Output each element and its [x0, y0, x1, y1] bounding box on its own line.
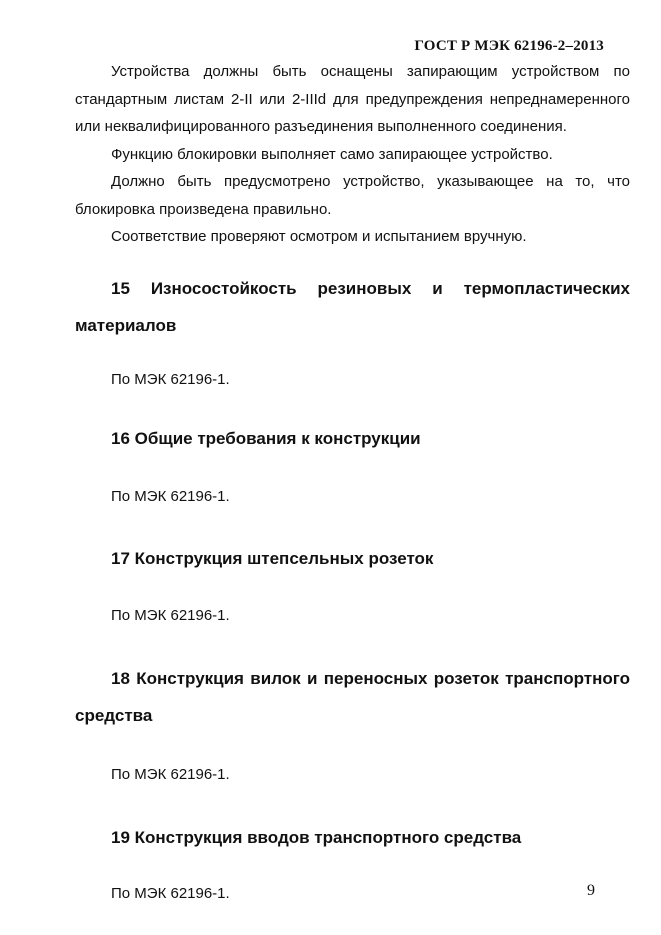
section-16-reference: По МЭК 62196-1. — [111, 487, 230, 505]
section-19-reference: По МЭК 62196-1. — [111, 884, 230, 902]
paragraph-indicator-device: Должно быть предусмотрено устройство, указывающее на то, что блокировка произведена правильно. — [75, 173, 630, 218]
section-17-title: 17 Конструкция штепсельных розеток — [111, 548, 434, 568]
section-17-reference: По МЭК 62196-1. — [111, 606, 230, 624]
page-number: 9 — [587, 882, 595, 899]
section-18-reference: По МЭК 62196-1. — [111, 765, 230, 783]
paragraph-blocking-function: Функцию блокировки выполняет само запирающее устройство. — [111, 145, 553, 163]
section-19-title: 19 Конструкция вводов транспортного средства — [111, 827, 522, 847]
paragraph-compliance-check: Соответствие проверяют осмотром и испытанием вручную. — [111, 228, 527, 245]
page-content — [75, 58, 630, 907]
section-16-title: 16 Общие требования к конструкции — [111, 428, 421, 448]
section-18-title: 18 Конструкция вилок и переносных розеток транспортного средства — [75, 668, 630, 725]
document-code-header: ГОСТ Р МЭК 62196-2–2013 — [414, 38, 604, 54]
paragraph-locking-device: Устройства должны быть оснащены запирающим устройством по стандартным листам 2-II или 2-IIId для предупреждения непреднамеренного или неквалифицированного разъединения выполненного соединения. — [75, 63, 630, 135]
section-15-title: 15 Износостойкость резиновых и термопластических материалов — [75, 278, 630, 335]
section-15-reference: По МЭК 62196-1. — [111, 370, 230, 388]
